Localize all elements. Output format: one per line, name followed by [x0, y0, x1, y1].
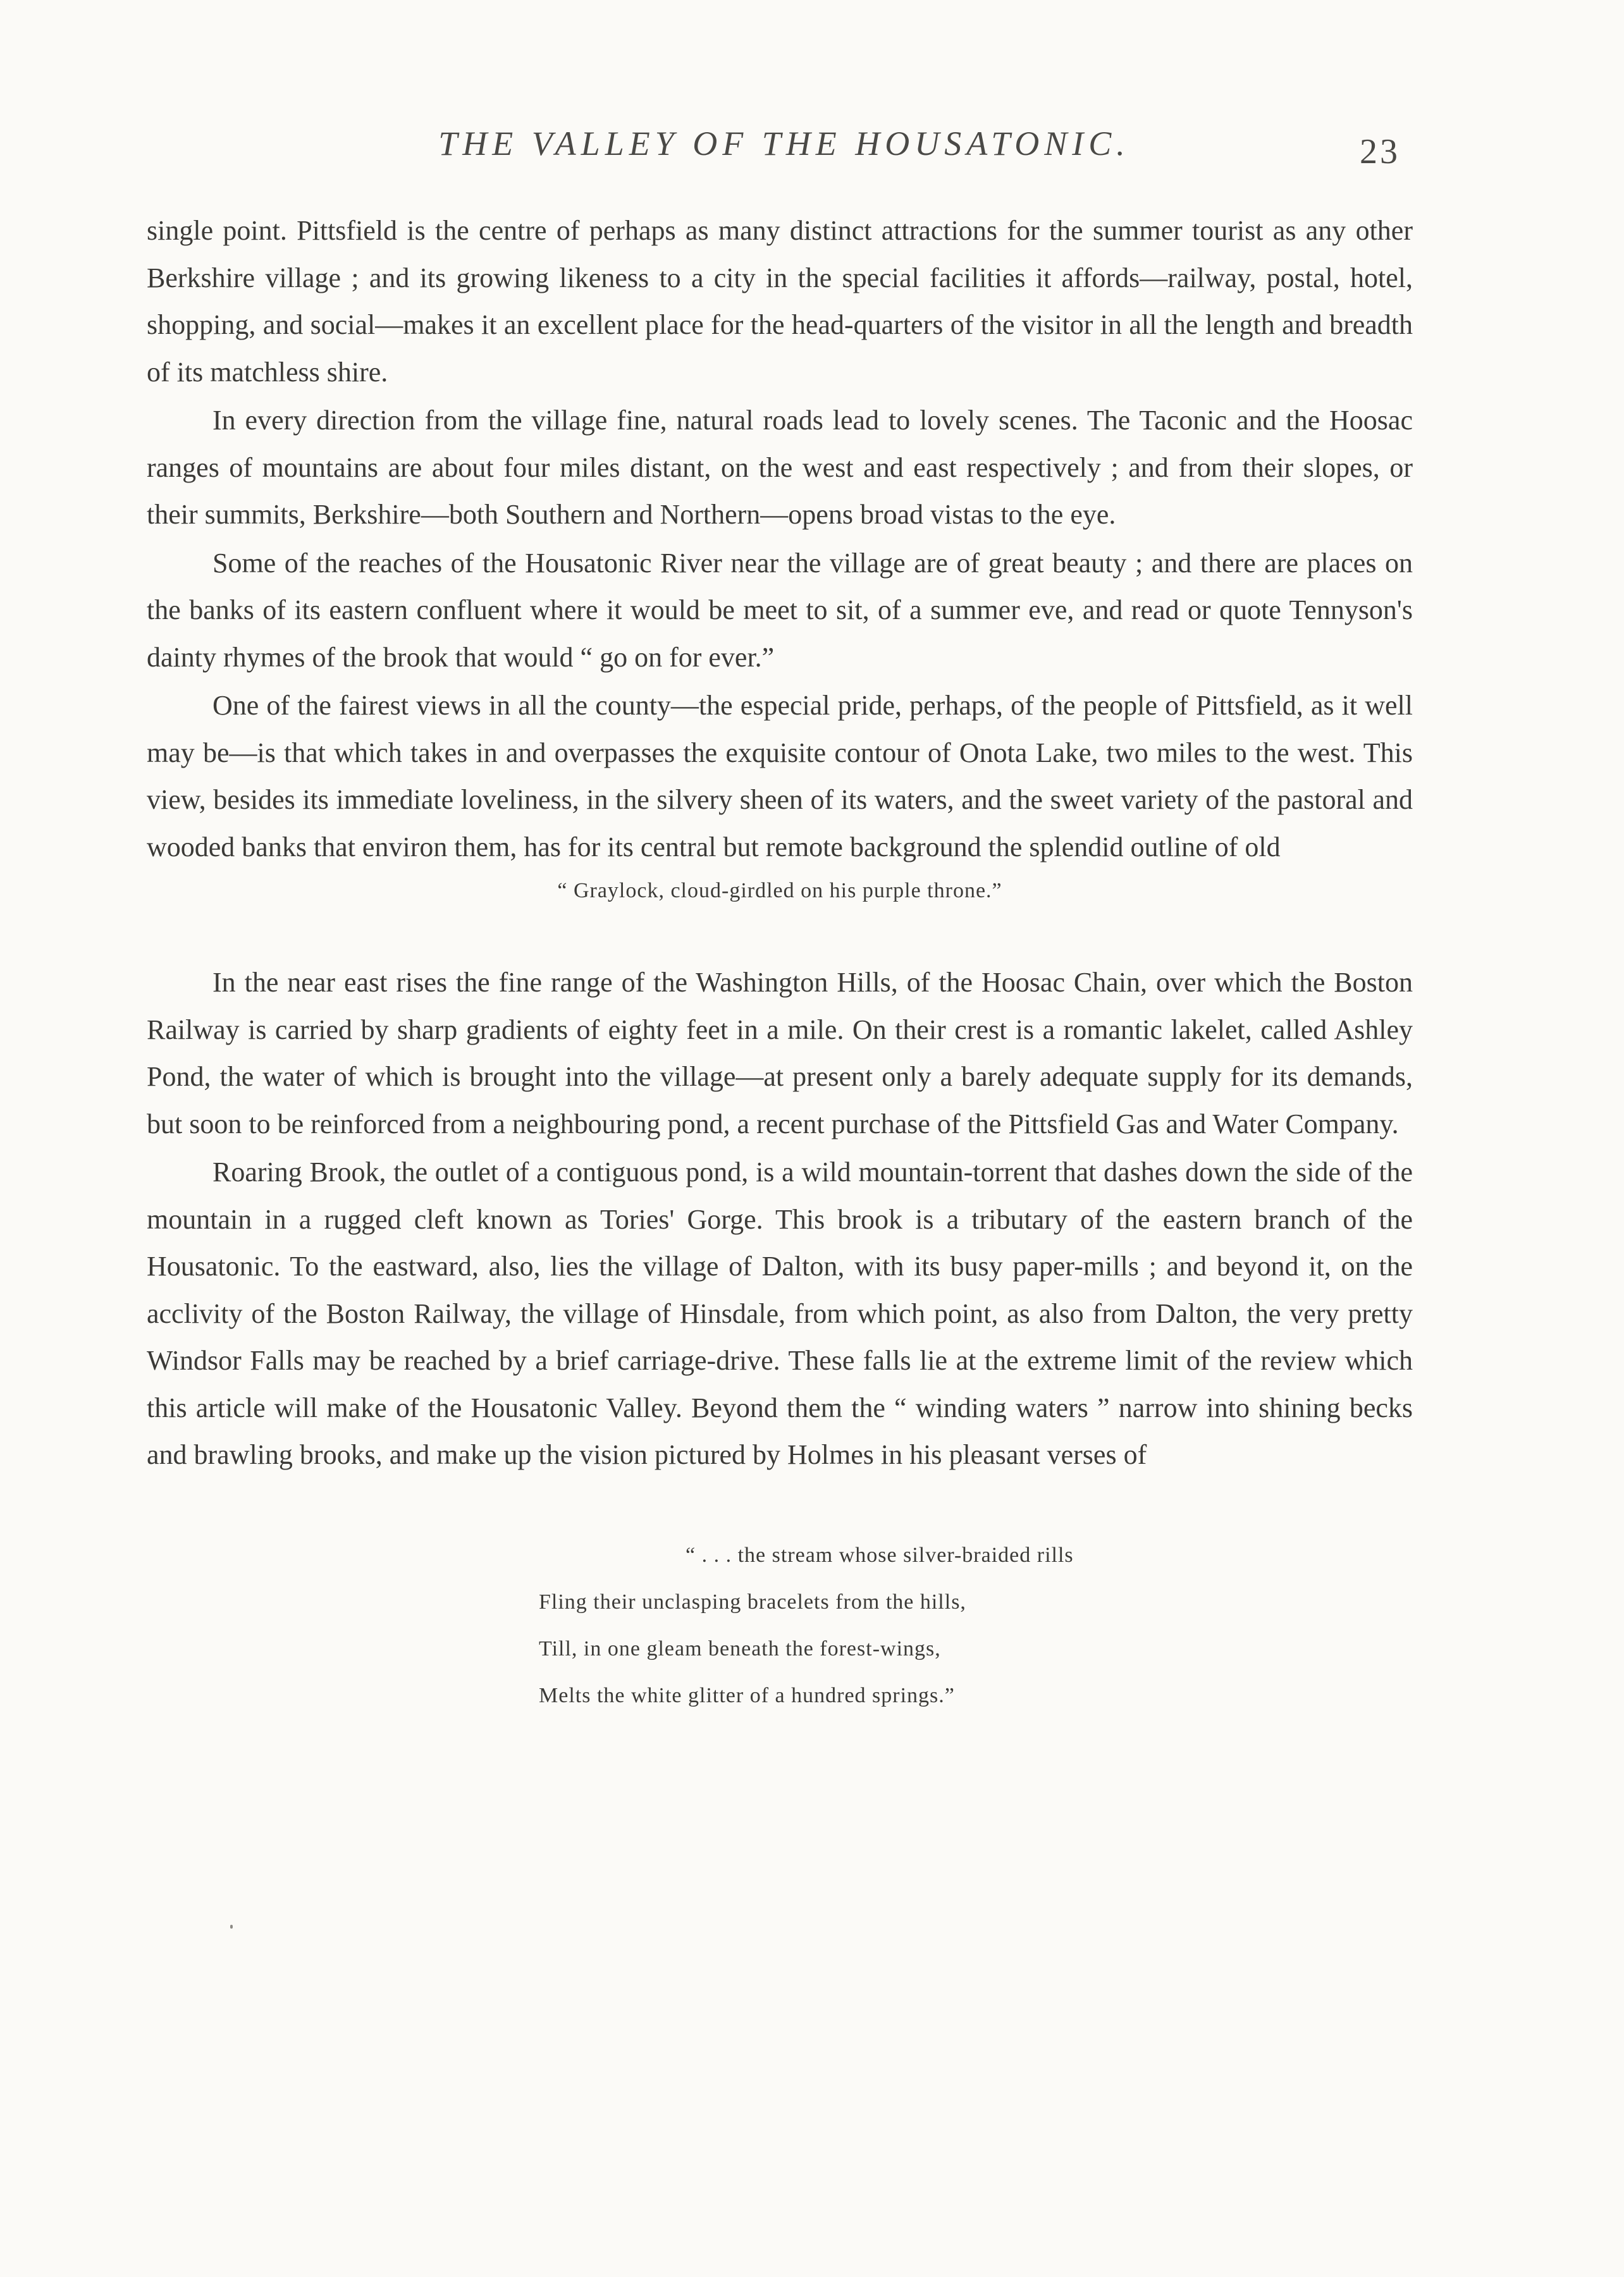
verse-line-4: Melts the white glitter of a hundred springs.”: [539, 1683, 955, 1707]
running-title: THE VALLEY OF THE HOUSATONIC.: [438, 125, 1130, 163]
page-number: 23: [1360, 132, 1400, 171]
graylock-quote: “ Graylock, cloud-girdled on his purple throne.”: [557, 879, 1002, 902]
running-head: [0, 124, 1624, 181]
verse-line-1: “ . . . the stream whose silver-braided rills: [686, 1543, 1074, 1567]
paragraph-4: One of the fairest views in all the county—the especial pride, perhaps, of the people of Pittsfield, as it well may be—is that which takes in and overpasses the exquisite contour of Onota Lake, two miles to the west. This view, besides its immediate loveliness, in the silvery sheen of its waters, and the sweet variety of the pastoral and wooded banks that environ them, has for its central but remote background the splendid outline of old: [147, 690, 1413, 862]
verse-line-3: Till, in one gleam beneath the forest-wings,: [539, 1636, 941, 1660]
paragraph-3: Some of the reaches of the Housatonic River near the village are of great beauty ; and there are places on the banks of its eastern confluent where it would be meet to sit, of a summer eve, and read or quote Tennyson's dainty rhymes of the brook that would “ go on for ever.”: [147, 547, 1413, 673]
holmes-verse: [147, 1532, 1413, 1719]
ink-speck: [230, 1925, 233, 1929]
paragraph-1: single point. Pittsfield is the centre of perhaps as many distinct attractions for the summer tourist as any other Berkshire village ; and its growing likeness to a city in the special facilities it affords—railway, postal, hotel, shopping, and social—makes it an excellent place for the head-quarters of the visitor in all the length and breadth of its matchless shire.: [147, 215, 1413, 388]
verse-line-2: Fling their unclasping bracelets from the hills,: [539, 1590, 966, 1614]
paragraph-5: In the near east rises the fine range of the Washington Hills, of the Hoosac Chain, over which the Boston Railway is carried by sharp gradients of eighty feet in a mile. On their crest is a romantic lakelet, called Ashley Pond, the water of which is brought into the village—at present only a barely adequate supply for its demands, but soon to be reinforced from a neighbouring pond, a recent purchase of the Pittsfield Gas and Water Company.: [147, 967, 1413, 1139]
body-text: [147, 207, 1413, 1719]
paragraph-2: In every direction from the village fine, natural roads lead to lovely scenes. The Taconic and the Hoosac ranges of mountains are about four miles distant, on the west and east respectively ; and from their slopes, or their summits, Berkshire—both Southern and Northern—opens broad vistas to the eye.: [147, 405, 1413, 530]
paragraph-6: Roaring Brook, the outlet of a contiguous pond, is a wild mountain-torrent that dashes down the side of the mountain in a rugged cleft known as Tories' Gorge. This brook is a tributary of the eastern branch of the Housatonic. To the eastward, also, lies the village of Dalton, with its busy paper-mills ; and beyond it, on the acclivity of the Boston Railway, the village of Hinsdale, from which point, as also from Dalton, the very pretty Windsor Falls may be reached by a brief carriage-drive. These falls lie at the extreme limit of the review which this article will make of the Housatonic Valley. Beyond them the “ winding waters ” narrow into shining becks and brawling brooks, and make up the vision pictured by Holmes in his pleasant verses of: [147, 1157, 1413, 1470]
